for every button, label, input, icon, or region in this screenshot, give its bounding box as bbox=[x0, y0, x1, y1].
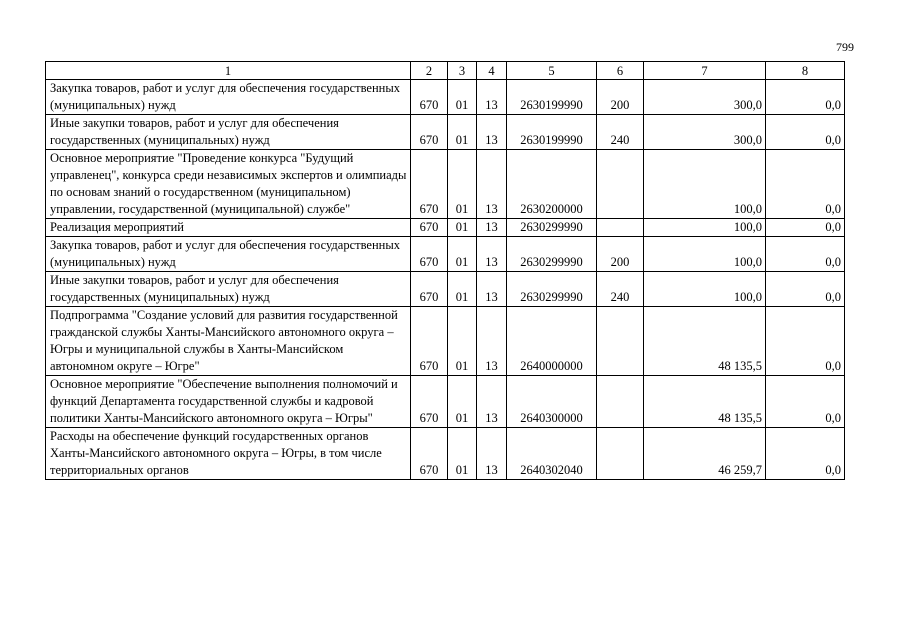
table-row bbox=[46, 115, 845, 150]
row-amount-7: 300,0 bbox=[644, 115, 766, 150]
row-section: 01 bbox=[448, 376, 477, 428]
row-code: 670 bbox=[411, 272, 448, 307]
row-code: 670 bbox=[411, 237, 448, 272]
row-target-article: 2630199990 bbox=[507, 80, 597, 115]
header-row bbox=[46, 62, 845, 80]
row-subsection: 13 bbox=[477, 376, 507, 428]
row-amount-8: 0,0 bbox=[766, 80, 845, 115]
row-target-article: 2640300000 bbox=[507, 376, 597, 428]
row-section: 01 bbox=[448, 115, 477, 150]
row-code: 670 bbox=[411, 80, 448, 115]
row-amount-8: 0,0 bbox=[766, 219, 845, 237]
table-row bbox=[46, 272, 845, 307]
row-code: 670 bbox=[411, 115, 448, 150]
row-name: Подпрограмма "Создание условий для развития государственной гражданской службы Ханты-Мансийского автономного округа – Югры и муниципальной службы в Ханты-Мансийском автономном округе – Югре" bbox=[46, 307, 411, 376]
header-cell: 7 bbox=[644, 62, 766, 80]
row-expense-type bbox=[597, 307, 644, 376]
header-cell: 5 bbox=[507, 62, 597, 80]
table-row bbox=[46, 150, 845, 219]
table-row bbox=[46, 219, 845, 237]
row-expense-type: 240 bbox=[597, 115, 644, 150]
row-target-article: 2630199990 bbox=[507, 115, 597, 150]
row-name: Основное мероприятие "Обеспечение выполнения полномочий и функций Департамента государственной службы и кадровой политики Ханты-Мансийского автономного округа – Югры" bbox=[46, 376, 411, 428]
row-amount-7: 100,0 bbox=[644, 219, 766, 237]
row-code: 670 bbox=[411, 428, 448, 480]
row-expense-type bbox=[597, 150, 644, 219]
row-section: 01 bbox=[448, 237, 477, 272]
row-code: 670 bbox=[411, 150, 448, 219]
header-cell: 1 bbox=[46, 62, 411, 80]
row-amount-7: 46 259,7 bbox=[644, 428, 766, 480]
row-amount-7: 100,0 bbox=[644, 150, 766, 219]
row-amount-8: 0,0 bbox=[766, 237, 845, 272]
row-section: 01 bbox=[448, 272, 477, 307]
row-amount-8: 0,0 bbox=[766, 115, 845, 150]
row-target-article: 2640000000 bbox=[507, 307, 597, 376]
row-amount-7: 48 135,5 bbox=[644, 307, 766, 376]
row-subsection: 13 bbox=[477, 150, 507, 219]
row-name: Реализация мероприятий bbox=[46, 219, 411, 237]
row-amount-8: 0,0 bbox=[766, 272, 845, 307]
page-number: 799 bbox=[836, 40, 854, 54]
row-section: 01 bbox=[448, 428, 477, 480]
row-amount-8: 0,0 bbox=[766, 376, 845, 428]
row-expense-type: 200 bbox=[597, 237, 644, 272]
row-amount-8: 0,0 bbox=[766, 428, 845, 480]
header-cell: 6 bbox=[597, 62, 644, 80]
row-subsection: 13 bbox=[477, 428, 507, 480]
row-subsection: 13 bbox=[477, 307, 507, 376]
row-target-article: 2630299990 bbox=[507, 272, 597, 307]
header-cell: 8 bbox=[766, 62, 845, 80]
row-amount-7: 100,0 bbox=[644, 237, 766, 272]
row-name: Иные закупки товаров, работ и услуг для обеспечения государственных (муниципальных) нужд bbox=[46, 115, 411, 150]
header-cell: 2 bbox=[411, 62, 448, 80]
row-subsection: 13 bbox=[477, 272, 507, 307]
row-section: 01 bbox=[448, 219, 477, 237]
table-row bbox=[46, 237, 845, 272]
row-amount-7: 300,0 bbox=[644, 80, 766, 115]
table-row bbox=[46, 307, 845, 376]
row-subsection: 13 bbox=[477, 80, 507, 115]
row-section: 01 bbox=[448, 80, 477, 115]
row-subsection: 13 bbox=[477, 219, 507, 237]
row-expense-type bbox=[597, 219, 644, 237]
table-row bbox=[46, 80, 845, 115]
row-expense-type bbox=[597, 428, 644, 480]
row-expense-type: 240 bbox=[597, 272, 644, 307]
row-target-article: 2640302040 bbox=[507, 428, 597, 480]
row-subsection: 13 bbox=[477, 237, 507, 272]
row-section: 01 bbox=[448, 150, 477, 219]
row-code: 670 bbox=[411, 376, 448, 428]
row-target-article: 2630299990 bbox=[507, 219, 597, 237]
header-cell: 3 bbox=[448, 62, 477, 80]
row-subsection: 13 bbox=[477, 115, 507, 150]
row-name: Закупка товаров, работ и услуг для обеспечения государственных (муниципальных) нужд bbox=[46, 80, 411, 115]
row-code: 670 bbox=[411, 219, 448, 237]
row-name: Расходы на обеспечение функций государственных органов Ханты-Мансийского автономного округа – Югры, в том числе территориальных органов bbox=[46, 428, 411, 480]
row-expense-type: 200 bbox=[597, 80, 644, 115]
table-row bbox=[46, 428, 845, 480]
row-name: Основное мероприятие "Проведение конкурса "Будущий управленец", конкурса среди независимых экспертов и олимпиады по основам знаний о государственном (муниципальном) управлении, государственной (муниципальной) службе" bbox=[46, 150, 411, 219]
row-amount-7: 48 135,5 bbox=[644, 376, 766, 428]
row-name: Иные закупки товаров, работ и услуг для обеспечения государственных (муниципальных) нужд bbox=[46, 272, 411, 307]
row-section: 01 bbox=[448, 307, 477, 376]
row-expense-type bbox=[597, 376, 644, 428]
budget-table bbox=[45, 61, 845, 480]
row-code: 670 bbox=[411, 307, 448, 376]
table-row bbox=[46, 376, 845, 428]
row-target-article: 2630200000 bbox=[507, 150, 597, 219]
row-amount-8: 0,0 bbox=[766, 307, 845, 376]
header-cell: 4 bbox=[477, 62, 507, 80]
row-target-article: 2630299990 bbox=[507, 237, 597, 272]
row-amount-8: 0,0 bbox=[766, 150, 845, 219]
row-amount-7: 100,0 bbox=[644, 272, 766, 307]
row-name: Закупка товаров, работ и услуг для обеспечения государственных (муниципальных) нужд bbox=[46, 237, 411, 272]
